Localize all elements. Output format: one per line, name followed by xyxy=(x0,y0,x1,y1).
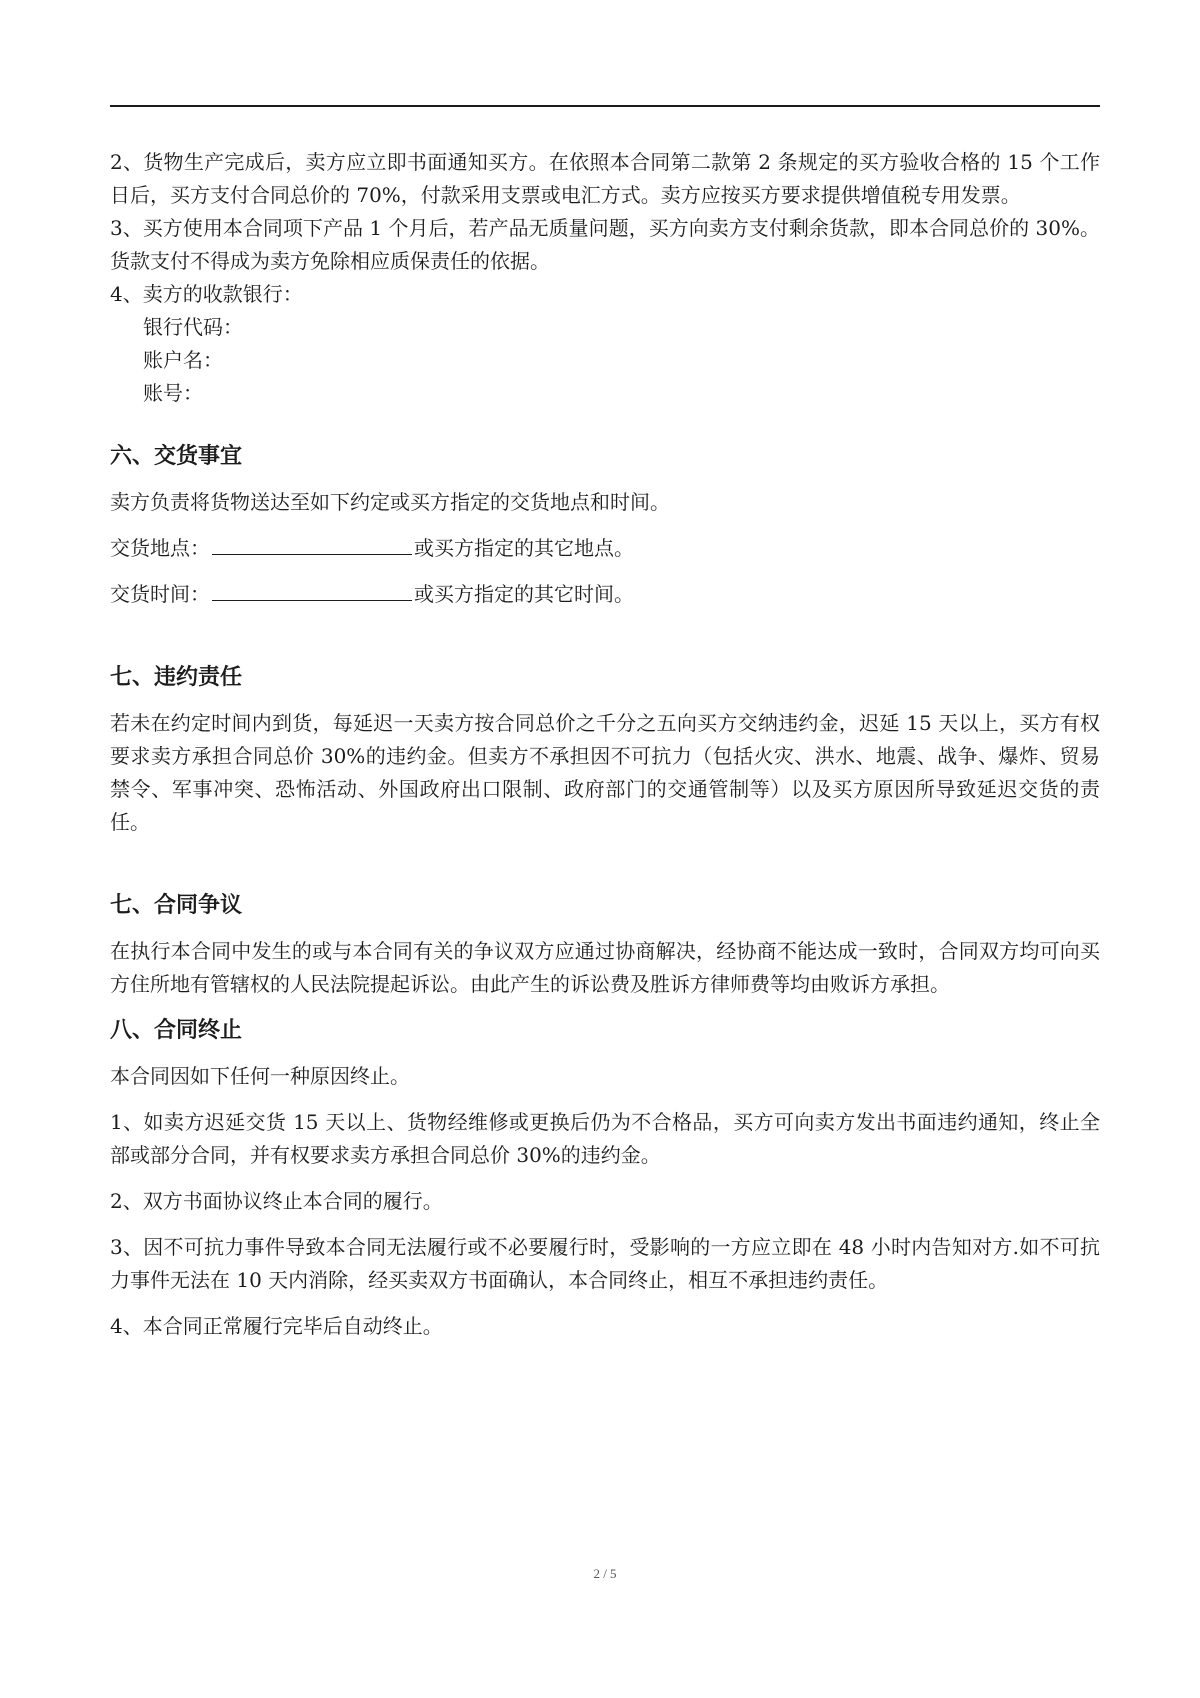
delivery-place-suffix: 或买方指定的其它地点。 xyxy=(414,536,634,560)
payment-item-4: 4、卖方的收款银行： xyxy=(110,282,303,306)
delivery-place-label: 交货地点： xyxy=(110,536,210,560)
payment-item-3: 3、买方使用本合同项下产品 1 个月后，若产品无质量问题，买方向卖方支付剩余货款，即本合同总价的 30%。货款支付不得成为卖方免除相应质保责任的依据。 xyxy=(110,216,1100,273)
section-heading-termination: 八、合同终止 xyxy=(110,1018,243,1043)
account-number-label: 账号： xyxy=(143,381,203,405)
termination-item-3: 3、因不可抗力事件导致本合同无法履行或不必要履行时，受影响的一方应立即在 48 小时内告知对方.如不可抗力事件无法在 10 天内消除，经买卖双方书面确认，本合同终止，相互不承担违约责任。 xyxy=(110,1235,1100,1292)
section-heading-delivery: 六、交货事宜 xyxy=(110,444,243,469)
breach-text: 若未在约定时间内到货，每延迟一天卖方按合同总价之千分之五向买方交纳违约金，迟延 15 天以上，买方有权要求卖方承担合同总价 30%的违约金。但卖方不承担因不可抗力（包括火灾、洪水、地震、战争、爆炸、贸易禁令、军事冲突、恐怖活动、外国政府出口限制、政府部门的交通管制等）以及买方原因所导致延迟交货的责任。 xyxy=(110,711,1100,834)
header-rule xyxy=(110,105,1100,107)
delivery-time-line xyxy=(110,578,1100,611)
section-heading-dispute: 七、合同争议 xyxy=(110,893,243,918)
delivery-intro: 卖方负责将货物送达至如下约定或买方指定的交货地点和时间。 xyxy=(110,490,670,514)
termination-item-1: 1、如卖方迟延交货 15 天以上、货物经维修或更换后仍为不合格品，买方可向卖方发出书面违约通知，终止全部或部分合同，并有权要求卖方承担合同总价 30%的违约金。 xyxy=(110,1110,1100,1167)
delivery-time-label: 交货时间： xyxy=(110,582,210,606)
page-number: 2 / 5 xyxy=(593,1566,617,1581)
document-body xyxy=(110,146,1100,1343)
dispute-text: 在执行本合同中发生的或与本合同有关的争议双方应通过协商解决，经协商不能达成一致时，合同双方均可向买方住所地有管辖权的人民法院提起诉讼。由此产生的诉讼费及胜诉方律师费等均由败诉方承担。 xyxy=(110,939,1100,996)
delivery-place-line xyxy=(110,532,1100,565)
termination-item-2: 2、双方书面协议终止本合同的履行。 xyxy=(110,1189,443,1213)
delivery-time-blank xyxy=(212,578,412,601)
bank-code-label: 银行代码： xyxy=(143,315,243,339)
payment-item-2: 2、货物生产完成后，卖方应立即书面通知买方。在依照本合同第二款第 2 条规定的买方验收合格的 15 个工作日后，买方支付合同总价的 70%，付款采用支票或电汇方式。卖方应按买方要求提供增值税专用发票。 xyxy=(110,150,1100,207)
document-page xyxy=(110,0,1100,1698)
delivery-place-blank xyxy=(212,532,412,555)
termination-intro: 本合同因如下任何一种原因终止。 xyxy=(110,1064,410,1088)
termination-item-4: 4、本合同正常履行完毕后自动终止。 xyxy=(110,1314,443,1338)
account-name-label: 账户名： xyxy=(143,348,223,372)
section-heading-breach: 七、违约责任 xyxy=(110,665,243,690)
delivery-time-suffix: 或买方指定的其它时间。 xyxy=(414,582,634,606)
